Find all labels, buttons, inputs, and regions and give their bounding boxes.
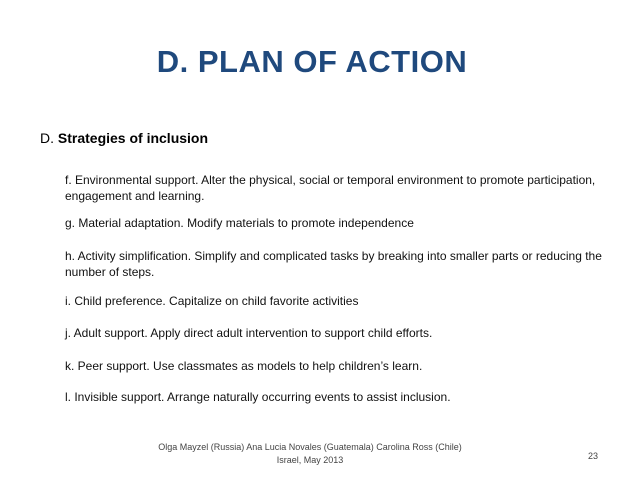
- strategy-item-j: j. Adult support. Apply direct adult intervention to support child efforts.: [65, 326, 433, 340]
- footer-location-date: Israel, May 2013: [276, 455, 344, 465]
- slide-title: D. PLAN OF ACTION: [156, 44, 468, 79]
- strategy-item-h: h. Activity simplification. Simplify and complicated tasks by breaking into smaller parts or reducing the number of steps.: [65, 249, 602, 279]
- strategy-item-f: f. Environmental support. Alter the physical, social or temporal environment to promote participation, engagement and learning.: [65, 173, 596, 203]
- strategy-item-l: l. Invisible support. Arrange naturally occurring events to assist inclusion.: [65, 390, 451, 404]
- strategy-item-k: k. Peer support. Use classmates as models to help children’s learn.: [65, 359, 423, 373]
- section-heading: [40, 130, 208, 146]
- section-heading-prefix: D.: [40, 130, 58, 146]
- strategy-item-i: i. Child preference. Capitalize on child favorite activities: [65, 294, 359, 308]
- strategy-item-g: g. Material adaptation. Modify materials to promote independence: [65, 216, 414, 230]
- footer: [140, 441, 480, 467]
- footer-authors: Olga Mayzel (Russia) Ana Lucia Novales (Guatemala) Carolina Ross (Chile): [158, 442, 462, 452]
- page-number: 23: [587, 451, 598, 461]
- section-heading-bold: Strategies of inclusion: [57, 130, 209, 146]
